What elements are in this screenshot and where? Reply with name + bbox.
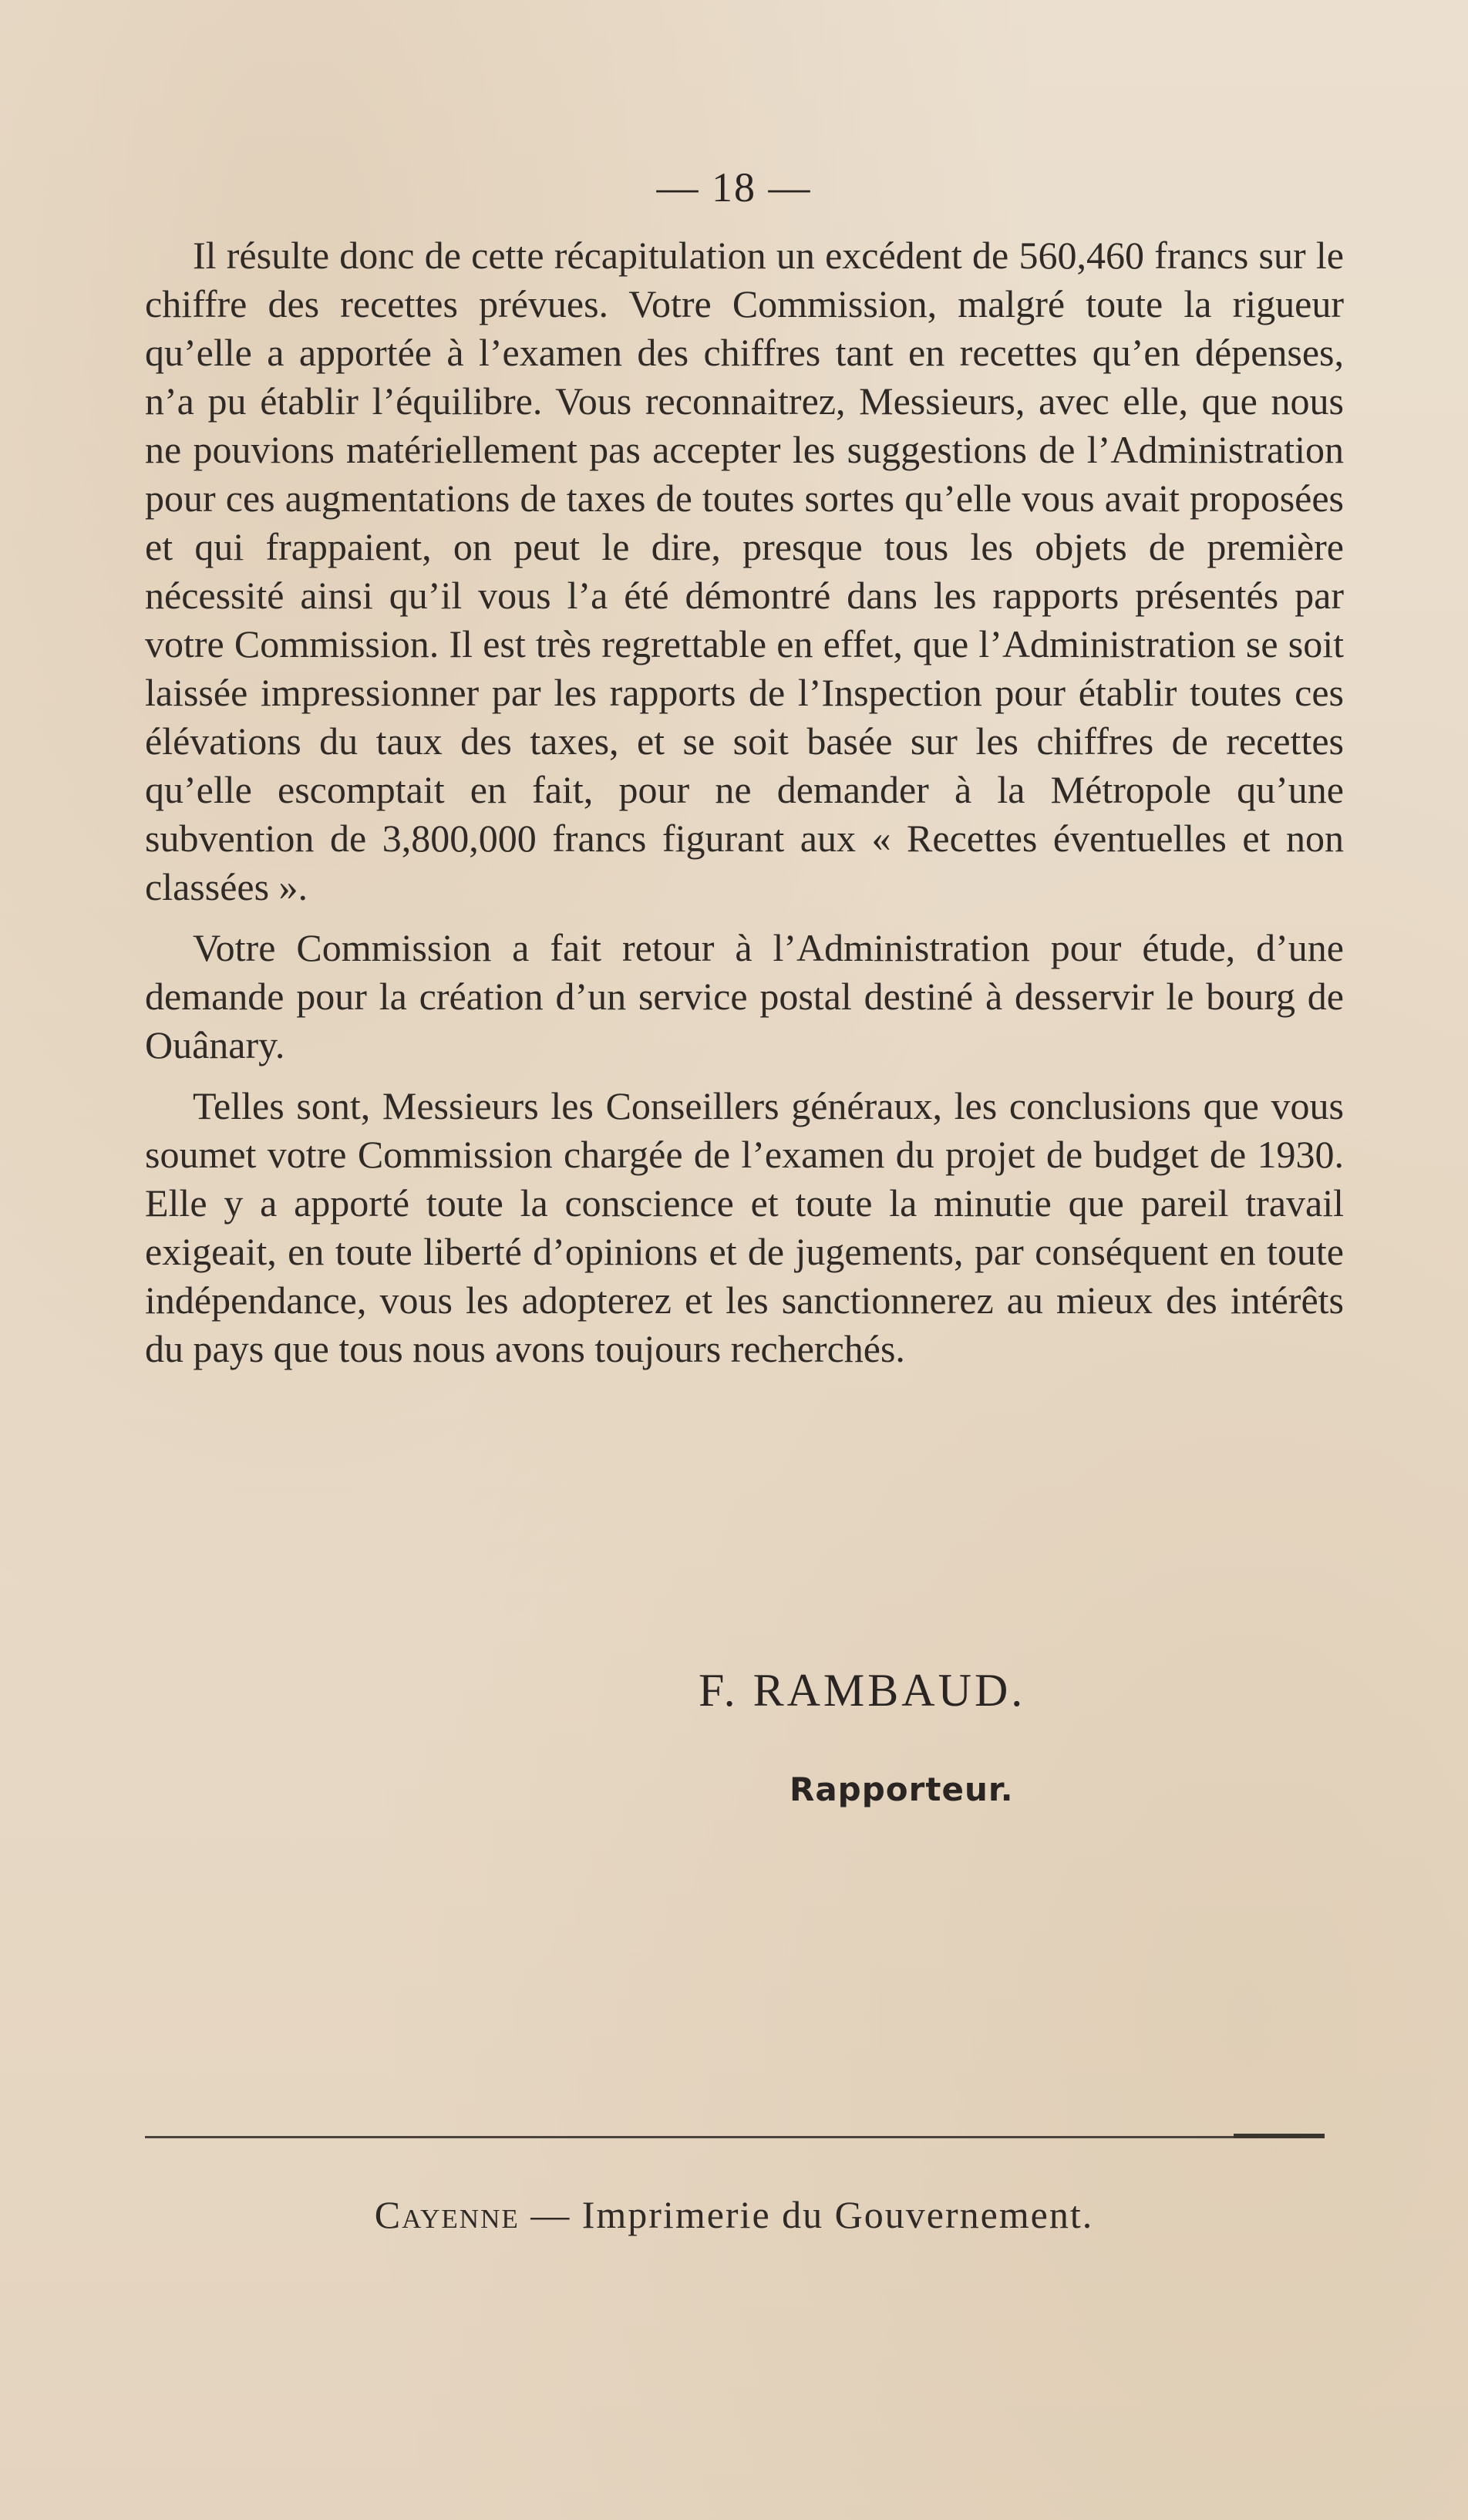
page-number: — 18 — xyxy=(656,164,812,211)
imprint-separator: — xyxy=(530,2193,571,2236)
imprint-city: Cayenne xyxy=(374,2193,520,2236)
signature-role: Rapporteur. xyxy=(790,1770,1014,1808)
signature-name: F. RAMBAUD. xyxy=(699,1665,1026,1716)
paragraph-conclusions: Telles sont, Messieurs les Conseillers généraux, les conclusions que vous soumet votre Commission chargée de l’examen du projet de budget de 1930. Elle y a apporté toute la conscience et toute la minutie que pareil travail exigeait, en toute liberté d’opinions et de jugements, par conséquent en toute indépendance, vous les adopterez et les sanctionnerez au mieux des intérêts du pays que tous nous avons toujours recherchés. xyxy=(145,1084,1344,1370)
body-text xyxy=(145,231,1344,1373)
imprint-printer: Imprimerie du Gouvernement. xyxy=(581,2193,1094,2236)
footer-divider xyxy=(145,2136,1325,2138)
printer-imprint xyxy=(0,2192,1468,2237)
footer-divider-end xyxy=(1234,2134,1325,2138)
paragraph-postal-service: Votre Commission a fait retour à l’Administration pour étude, d’une demande pour la création d’un service postal destiné à desservir le bourg de Ouânary. xyxy=(145,926,1344,1066)
paragraph-recapitulation: Il résulte donc de cette récapitulation un excédent de 560,460 francs sur le chiffre des recettes prévues. Votre Commission, malgré toute la rigueur qu’elle a apportée à l’examen des chiffres tant en recettes qu’en dépenses, n’a pu établir l’équilibre. Vous reconnaitrez, Messieurs, avec elle, que nous ne pouvions matériellement pas accepter les suggestions de l’Administration pour ces augmentations de taxes de toutes sortes qu’elle vous avait proposées et qui frappaient, on peut le dire, presque tous les objets de première nécessité ainsi qu’il vous l’a été démontré dans les rapports présentés par votre Commission. Il est très regrettable en effet, que l’Administration se soit laissée impressionner par les rapports de l’Inspection pour établir toutes ces élévations du taux des taxes, et se soit basée sur les chiffres de recettes qu’elle escomptait en fait, pour ne demander à la Métropole qu’une subvention de 3,800,000 francs figurant aux « Recettes éventuelles et non classées ». xyxy=(145,234,1344,908)
